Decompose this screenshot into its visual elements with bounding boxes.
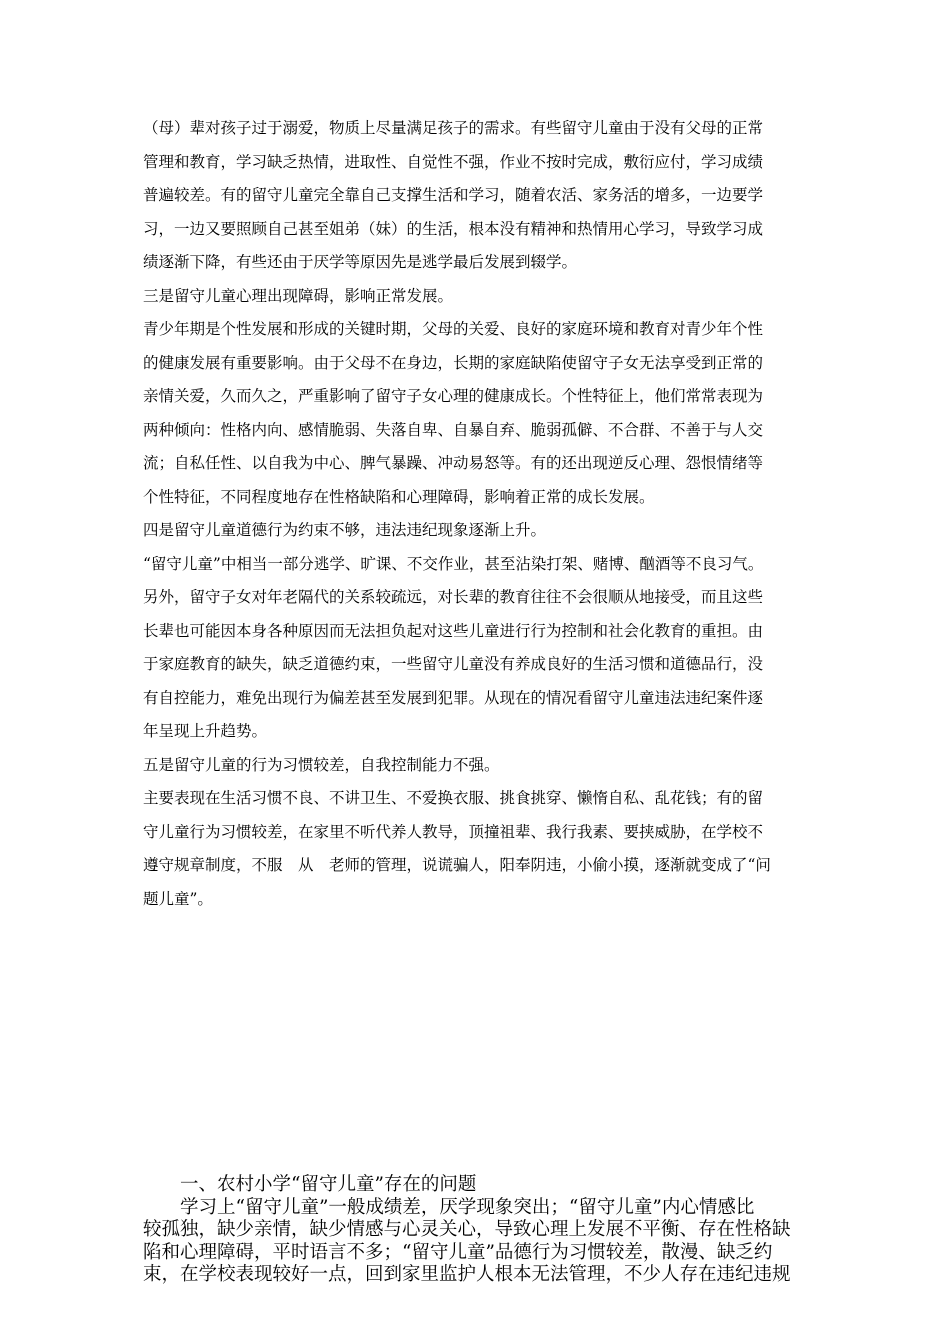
text-line: 题儿童”。: [143, 889, 213, 908]
text-line: 遵守规章制度，不服 从 老师的管理，说谎骗人，阳奉阴违，小偷小摸，逐渐就变成了“问: [143, 856, 771, 874]
text-line: 流；自私任性、以自我为中心、脾气暴躁、冲动易怒等。有的还出现逆反心理、怨恨情绪等: [143, 454, 764, 472]
text-line: 另外，留守子女对年老隔代的关系较疏远，对长辈的教育往往不会很顺从地接受，而且这些: [143, 588, 764, 606]
text-line: 年呈现上升趋势。: [143, 722, 268, 740]
text-line: 主要表现在生活习惯不良、不讲卫生、不爱换衣服、挑食挑穿、懒惰自私、乱花钱；有的留: [143, 789, 764, 807]
problems-section: [143, 1174, 813, 1287]
text-line: 陷和心理障碍，平时语言不多；“留守儿童”品德行为习惯较差，散漫、缺乏约: [143, 1241, 773, 1263]
text-line: 个性特征，不同程度地存在性格缺陷和心理障碍，影响着正常的成长发展。: [143, 487, 655, 506]
section-heading: 五是留守儿童的行为习惯较差，自我控制能力不强。: [143, 755, 500, 774]
section-title: 一、农村小学“留守儿童”存在的问题: [143, 1174, 477, 1195]
text-line: 守儿童行为习惯较差，在家里不听代养人教导，顶撞祖辈、我行我素、要挟威胁，在学校不: [143, 822, 764, 841]
text-line: 亲情关爱，久而久之，严重影响了留守子女心理的健康成长。个性特征上，他们常常表现为: [143, 387, 764, 405]
text-line: 于家庭教育的缺失，缺乏道德约束，一些留守儿童没有养成良好的生活习惯和道德品行，没: [143, 655, 764, 673]
text-line: 的健康发展有重要影响。由于父母不在身边，长期的家庭缺陷使留守子女无法享受到正常的: [143, 353, 764, 372]
text-line: 习，一边又要照顾自己甚至姐弟（妹）的生活，根本没有精神和热情用心学习，导致学习成: [143, 219, 764, 238]
text-line: 管理和教育，学习缺乏热情，进取性、自觉性不强，作业不按时完成，敷衍应付，学习成绩: [143, 152, 764, 171]
text-line: 较孤独，缺少亲情，缺少情感与心灵关心，导致心理上发展不平衡、存在性格缺: [143, 1219, 791, 1240]
text-line: 学习上“留守儿童”一般成绩差，厌学现象突出；“留守儿童”内心情感比: [143, 1196, 755, 1218]
section-heading: 四是留守儿童道德行为约束不够，违法违纪现象逐渐上升。: [143, 521, 547, 539]
text-line: “留守儿童”中相当一部分逃学、旷课、不交作业，甚至沾染打架、赌博、酗酒等不良习气。: [143, 554, 764, 573]
text-line: 有自控能力，难免出现行为偏差甚至发展到犯罪。从现在的情况看留守儿童违法违纪案件逐: [143, 688, 764, 707]
text-line: 两种倾向：性格内向、感情脆弱、失落自卑、自暴自弃、脆弱孤僻、不合群、不善于与人交: [143, 420, 764, 439]
text-line: （母）辈对孩子过于溺爱，物质上尽量满足孩子的需求。有些留守儿童由于没有父母的正常: [143, 119, 764, 137]
text-line: 束，在学校表现较好一点，回到家里监护人根本无法管理，不少人存在违纪违规: [143, 1264, 791, 1285]
text-line: 青少年期是个性发展和形成的关键时期，父母的关爱、良好的家庭环境和教育对青少年个性: [143, 320, 764, 338]
body-text-section: [143, 112, 813, 916]
text-line: 长辈也可能因本身各种原因而无法担负起对这些儿童进行行为控制和社会化教育的重担。由: [143, 621, 764, 640]
text-line: 绩逐渐下降，有些还由于厌学等原因先是逃学最后发展到辍学。: [143, 253, 578, 271]
section-heading: 三是留守儿童心理出现障碍，影响正常发展。: [143, 286, 454, 305]
text-line: 普遍较差。有的留守儿童完全靠自己支撑生活和学习，随着农活、家务活的增多，一边要学: [143, 186, 764, 204]
